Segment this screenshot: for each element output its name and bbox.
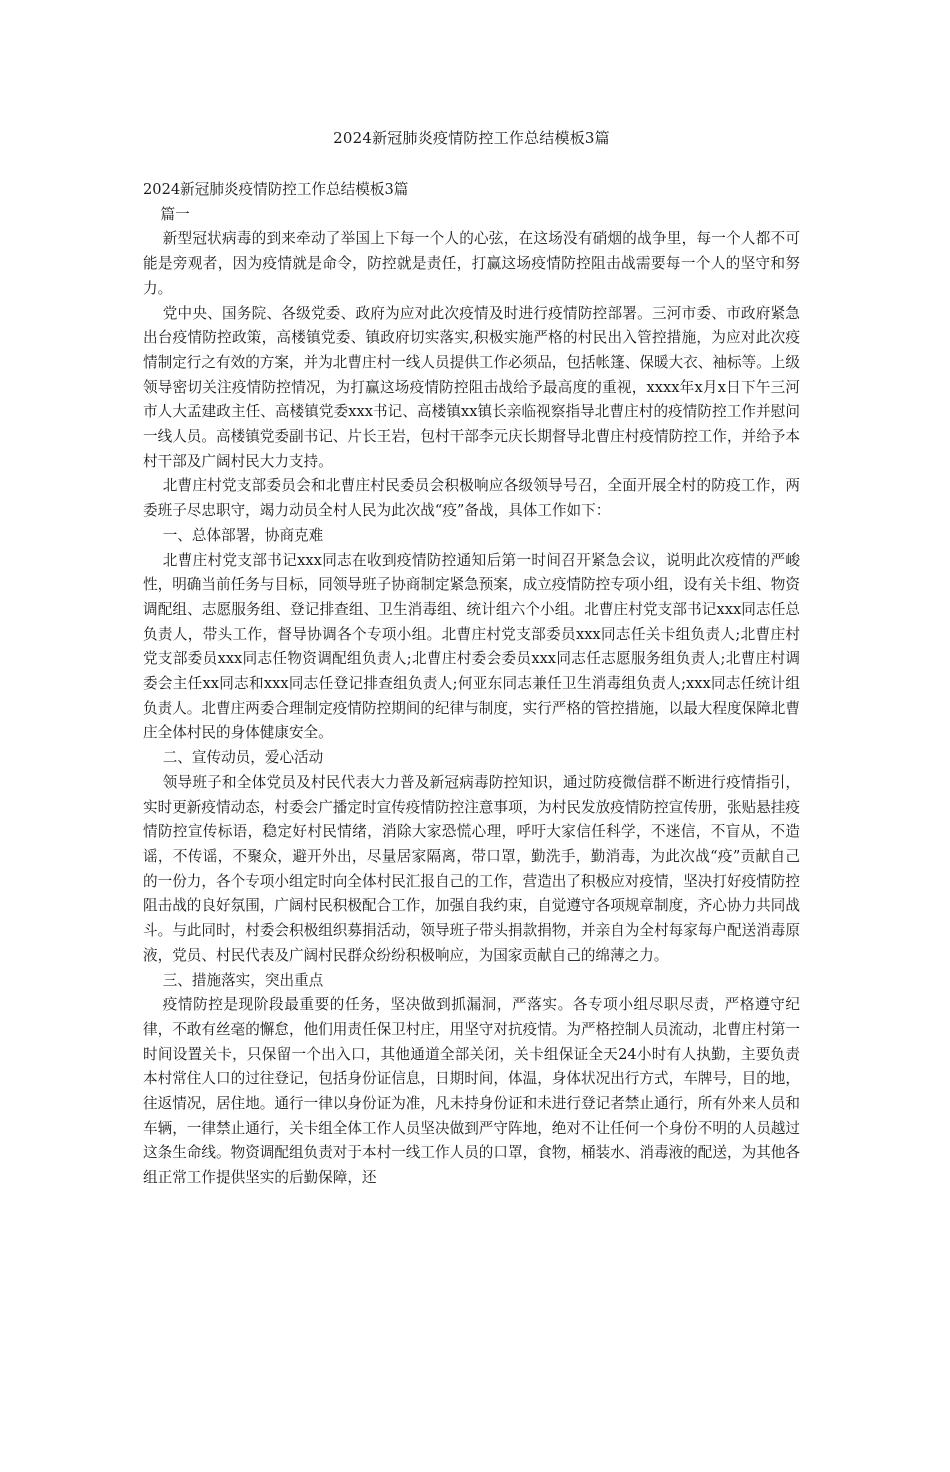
section-body: 北曹庄村党支部书记xxx同志在收到疫情防控通知后第一时间召开紧急会议，说明此次疫情的严峻性，明确当前任务与目标，同领导班子协商制定紧急预案，成立疫情防控专项小组，设有关卡组、物资调配组、志愿服务组、登记排查组、卫生消毒组、统计组六个小组。北曹庄村党支部书记xxx同志任总负责人，带头工作，督导协调各个专项小组。北曹庄村党支部委员xxx同志任关卡组负责人;北曹庄村党支部委员xxx同志任物资调配组负责人;北曹庄村委会委员xxx同志任志愿服务组负责人;北曹庄村调委会主任xx同志和xxx同志任登记排查组负责人;何亚东同志兼任卫生消毒组负责人;xxx同志任统计组负责人。北曹庄两委合理制定疫情防控期间的纪律与制度，实行严格的管控措施，以最大程度保障北曹庄全体村民的身体健康安全。 [143,551,800,742]
document-body [143,178,800,1191]
section-body: 领导班子和全体党员及村民代表大力普及新冠病毒防控知识，通过防疫微信群不断进行疫情指引，实时更新疫情动态，村委会广播定时宣传疫情防控注意事项，为村民发放疫情防控宣传册，张贴悬挂疫情防控宣传标语，稳定好村民情绪，消除大家恐慌心理，呼吁大家信任科学，不迷信，不盲从，不造谣，不传谣，不聚众，避开外出，尽量居家隔离，带口罩，勤洗手，勤消毒，为此次战“疫”贡献自己的一份力，各个专项小组定时向全体村民汇报自己的工作，营造出了积极应对疫情，坚决打好疫情防控阻击战的良好氛围，广阔村民积极配合工作，加强自我约束，自觉遵守各项规章制度，齐心协力共同战斗。与此同时，村委会积极组织募捐活动，领导班子带头捐款捐物，并亲自为全村每家每户配送消毒原液，党员、村民代表及广阔村民群众纷纷积极响应，为国家贡献自己的绵薄之力。 [143,773,800,964]
body-paragraph: 党中央、国务院、各级党委、政府为应对此次疫情及时进行疫情防控部署。三河市委、市政府紧急出台疫情防控政策，高楼镇党委、镇政府切实落实,积极实施严格的村民出入管控措施，为应对此次疫情制定行之有效的方案，并为北曹庄村一线人员提供工作必须品，包括帐篷、保暖大衣、袖标等。上级领导密切关注疫情防控情况，为打赢这场疫情防控阻击战给予最高度的重视，xxxx年x月x日下午三河市人大孟建政主任、高楼镇党委xxx书记、高楼镇xx镇长亲临视察指导北曹庄村的疫情防控工作并慰问一线人员。高楼镇党委副书记、片长王岩，包村干部李元庆长期督导北曹庄村疫情防控工作，并给予本村干部及广阔村民大力支持。 [143,304,800,470]
section-heading: 二、宣传动员，爱心活动 [162,749,324,767]
document-subtitle: 2024新冠肺炎疫情防控工作总结模板3篇 [143,181,409,198]
body-paragraph: 新型冠状病毒的到来牵动了举国上下每一个人的心弦，在这场没有硝烟的战争里，每一个人都不可能是旁观者，因为疫情就是命令，防控就是责任，打赢这场疫情防控阻击战需要每一个人的坚守和努力。 [143,230,800,297]
section-heading: 三、措施落实，突出重点 [162,971,324,989]
body-paragraph: 北曹庄村党支部委员会和北曹庄村民委员会积极响应各级领导号召，全面开展全村的防疫工作，两委班子尽忠职守，竭力动员全村人民为此次战“疫”备战，具体工作如下： [143,477,800,520]
section-body: 疫情防控是现阶段最重要的任务，坚决做到抓漏洞，严落实。各专项小组尽职尽责，严格遵守纪律，不敢有丝毫的懈怠，他们用责任保卫村庄，用坚守对抗疫情。为严格控制人员流动，北曹庄村第一时间设置关卡，只保留一个出入口，其他通道全部关闭，关卡组保证全天24小时有人执勤，主要负责本村常住人口的过往登记，包括身份证信息，日期时间，体温，身体状况出行方式，车牌号，目的地，往返情况，居住地。通行一律以身份证为准，凡未持身份证和未进行登记者禁止通行，所有外来人员和车辆，一律禁止通行，关卡组全体工作人员坚决做到严守阵地，绝对不让任何一个身份不明的人员越过这条生命线。物资调配组负责对于本村一线工作人员的口罩，食物，桶装水、消毒液的配送，为其他各组正常工作提供坚实的后勤保障，还 [143,996,800,1187]
part-label: 篇一 [160,205,190,223]
document-page [0,128,950,1472]
section-heading: 一、总体部署，协商克难 [162,526,324,544]
document-title: 2024新冠肺炎疫情防控工作总结模板3篇 [333,129,610,147]
